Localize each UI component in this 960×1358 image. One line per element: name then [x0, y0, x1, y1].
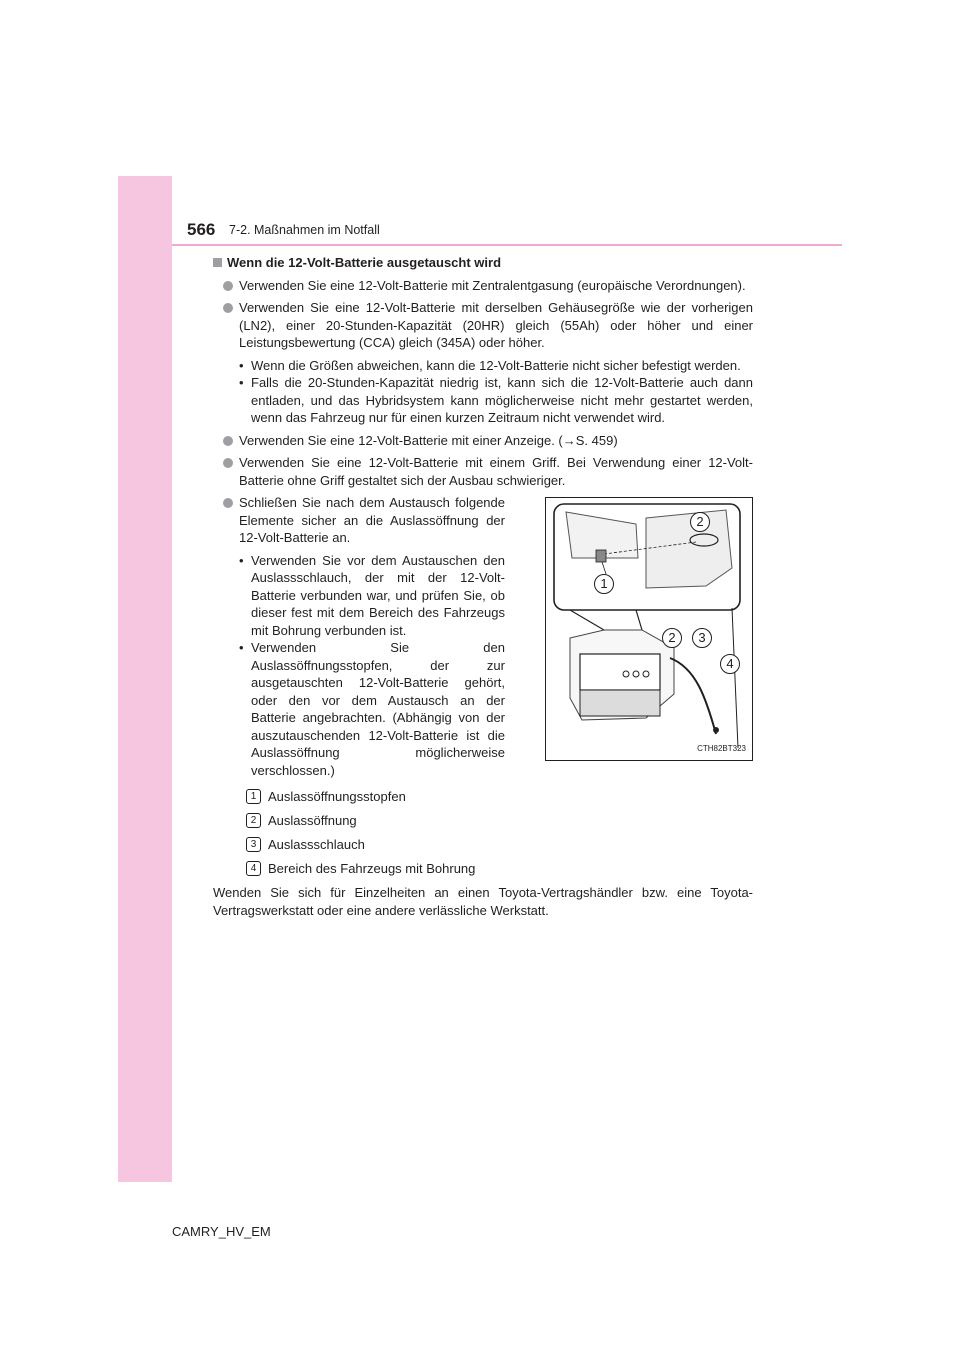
battery-illustration — [545, 497, 753, 761]
body-hole-shape — [713, 727, 719, 733]
battery-lid-shape — [646, 510, 732, 588]
inset-connector — [636, 610, 642, 630]
bullet-item: Verwenden Sie eine 12-Volt-Batterie mit derselben Gehäusegröße wie der vorherigen (LN2), einer 20-Stunden-Kapazität (20HR) gleich (55Ah) oder höher und einer Leistungsbewertung (CCA) gleich (345A) oder höher. — [213, 299, 753, 352]
page-number: 566 — [187, 220, 216, 239]
callout-marker: 3 — [692, 628, 712, 648]
legend-number: 3 — [246, 837, 261, 852]
battery-base-shape — [580, 690, 660, 716]
inset-connector — [570, 610, 604, 630]
callout-marker: 4 — [720, 654, 740, 674]
legend-number: 4 — [246, 861, 261, 876]
legend-item — [213, 836, 753, 853]
figure-code: CTH82BT323 — [697, 743, 746, 753]
battery-diagram-svg — [546, 498, 752, 760]
bullet-item: Verwenden Sie eine 12-Volt-Batterie mit einem Griff. Bei Verwendung einer 12-Volt-Batterie ohne Griff gestaltet sich der Ausbau schwieriger. — [213, 454, 753, 489]
callout-marker: 2 — [662, 628, 682, 648]
thumb-index-tab — [118, 176, 172, 1182]
main-content — [213, 254, 753, 919]
legend-label: Auslassöffnungsstopfen — [268, 789, 406, 804]
sub-bullet-item: • Falls die 20-Stunden-Kapazität niedrig ist, kann sich die 12-Volt-Batterie auch dann entladen, und das Hybridsystem kann möglicherweise nicht mehr gestartet werden, wenn das Fahrzeug nur für einen kurzen Zeitraum nicht verwendet wird. — [213, 374, 753, 427]
vent-plug-shape — [596, 550, 606, 562]
callout-marker: 1 — [594, 574, 614, 594]
sub-bullet-item: • Wenn die Größen abweichen, kann die 12-Volt-Batterie nicht sicher befestigt werden. — [213, 357, 753, 375]
section-heading: Wenn die 12-Volt-Batterie ausgetauscht wird — [213, 254, 753, 272]
bullet-item: Verwenden Sie eine 12-Volt-Batterie mit einer Anzeige. (→S. 459) — [213, 432, 753, 450]
legend-label: Auslassschlauch — [268, 837, 365, 852]
legend-item — [213, 812, 753, 829]
sub-bullet-item: • Verwenden Sie vor dem Austauschen den Auslassschlauch, der mit der 12-Volt-Batterie verbunden war, und prüfen Sie, ob dieser fest mit dem Bereich des Fahrzeugs mit Bohrung verbunden ist. — [213, 552, 505, 640]
sub-bullet-item: • Verwenden Sie den Auslassöffnungsstopfen, der zur ausgetauschten 12-Volt-Batterie gehört, oder den vor dem Austausch an der Batterie angebrachten. (Abhängig von der auszutauschenden 12-Volt-Batterie ist die Auslassöffnung möglicherweise verschlossen.) — [213, 639, 505, 779]
vent-hose-shape — [670, 658, 716, 734]
sub-bullet-list — [213, 552, 505, 780]
figure-text-column — [213, 494, 505, 784]
body-edge — [732, 608, 738, 748]
legend-number: 1 — [246, 789, 261, 804]
figure-legend — [213, 788, 753, 877]
bullet-item: Verwenden Sie eine 12-Volt-Batterie mit Zentralentgasung (europäische Verordnungen). — [213, 277, 753, 295]
footer-model-code: CAMRY_HV_EM — [172, 1224, 271, 1239]
square-bullet-icon — [213, 258, 222, 267]
legend-item — [213, 788, 753, 805]
legend-label: Bereich des Fahrzeugs mit Bohrung — [268, 861, 476, 876]
figure-row — [213, 494, 753, 784]
legend-item — [213, 860, 753, 877]
sub-bullet-list — [213, 357, 753, 427]
bullet-item: Schließen Sie nach dem Austausch folgende Elemente sicher an die Auslassöffnung der 12-Volt-Batterie an. — [213, 494, 505, 547]
legend-number: 2 — [246, 813, 261, 828]
callout-marker: 2 — [690, 512, 710, 532]
closing-paragraph: Wenden Sie sich für Einzelheiten an einen Toyota-Vertragshändler bzw. eine Toyota-Vertragswerkstatt oder eine andere verlässliche Werkstatt. — [213, 885, 753, 918]
section-title: 7-2. Maßnahmen im Notfall — [229, 223, 380, 237]
legend-label: Auslassöffnung — [268, 813, 357, 828]
header-rule — [172, 244, 842, 246]
